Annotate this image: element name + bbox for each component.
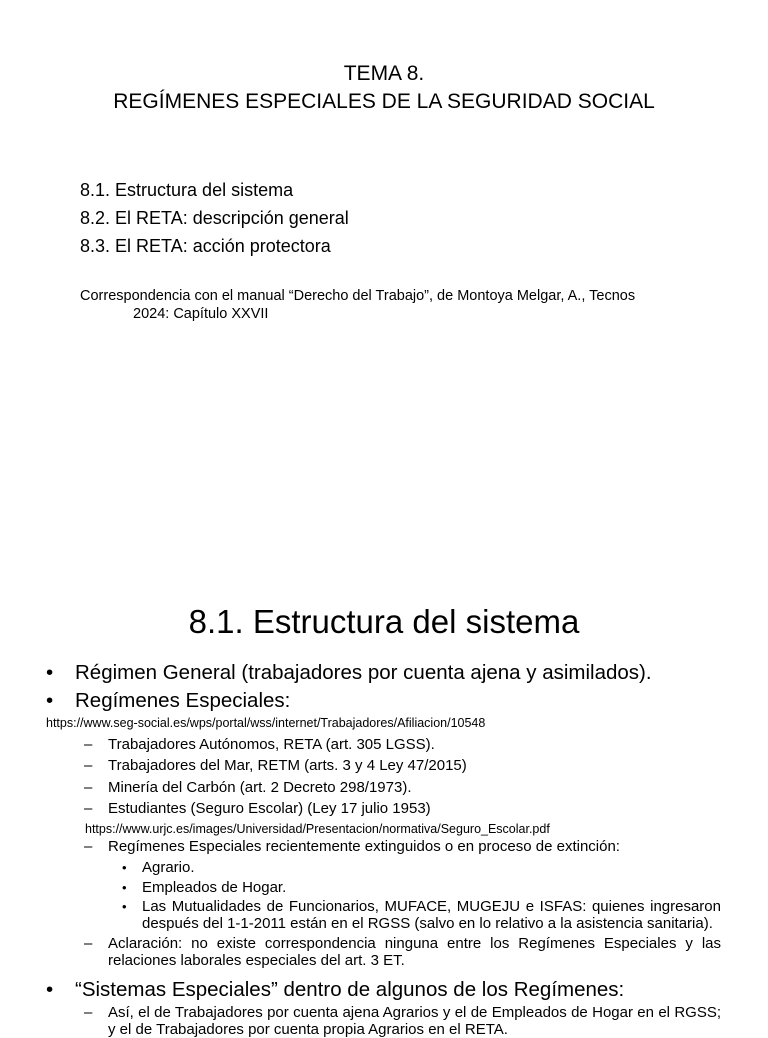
correspondence-line-2: 2024: Capítulo XXVII — [133, 306, 269, 322]
list-item-hogar: • Empleados de Hogar. — [122, 879, 287, 896]
list-item-mutualidades: • Las Mutualidades de Funcionarios, MUFACE, MUGEJU e ISFAS: quienes ingresaron después del 1-1-2011 están en el RGSS (salvo en lo relativo a la asistencia sanitaria). — [122, 898, 721, 932]
list-item-extinguidos: – Regímenes Especiales recientemente extinguidos o en proceso de extinción: — [84, 838, 620, 855]
list-item-autonomos: – Trabajadores Autónomos, RETA (art. 305 LGSS). — [84, 736, 435, 753]
list-item-asi: – Así, el de Trabajadores por cuenta ajena Agrarios y el de Empleados de Hogar en el RGSS; y el de Trabajadores por cuenta propia Agrarios en el RETA. — [84, 1004, 721, 1038]
slide-1-heading — [0, 60, 768, 116]
bullet-icon: • — [122, 899, 127, 914]
dash-icon: – — [84, 1004, 93, 1021]
heading-line-1: TEMA 8. — [343, 62, 425, 85]
dash-icon: – — [84, 757, 93, 774]
dash-icon: – — [84, 935, 93, 952]
list-item-carbon: – Minería del Carbón (art. 2 Decreto 298/1973). — [84, 779, 412, 796]
bullet-icon: • — [122, 880, 127, 895]
bullet-icon: • — [46, 661, 54, 684]
url-seg-social[interactable]: https://www.seg-social.es/wps/portal/wss/internet/Trabajadores/Afiliacion/10548 — [46, 716, 486, 730]
manual-correspondence — [80, 287, 680, 323]
dash-icon: – — [84, 838, 93, 855]
list-item-mar: – Trabajadores del Mar, RETM (arts. 3 y 4 Ley 47/2015) — [84, 757, 467, 774]
list-item-estudiantes: – Estudiantes (Seguro Escolar) (Ley 17 julio 1953) — [84, 800, 431, 817]
list-item-aclaracion: – Aclaración: no existe correspondencia ninguna entre los Regímenes Especiales y las relaciones laborales especiales del art. 3 ET. — [84, 935, 721, 969]
toc-item-8-2: 8.2. El RETA: descripción general — [80, 208, 349, 228]
toc-item-8-3: 8.3. El RETA: acción protectora — [80, 236, 331, 256]
dash-icon: – — [84, 779, 93, 796]
bullet-icon: • — [46, 689, 54, 712]
dash-icon: – — [84, 736, 93, 753]
dash-icon: – — [84, 800, 93, 817]
list-item-agrario: • Agrario. — [122, 859, 195, 876]
bullet-icon: • — [46, 978, 54, 1001]
slide-2: 8.1. Estructura del sistema • Régimen General (trabajadores por cuenta ajena y asimilados). • Regímenes Especiales: https://www.seg-social.es/wps/portal/wss/internet/Trabajadores/Afiliacion/10548 – Trabajadores Autónomos, RETA (art. 305 LGSS). – Trabajadores del Mar, RETM (arts. 3 y 4 Ley 47/2015) – Minería del Carbón (art. 2 Decreto 298/1973). – Estudiantes (Seguro Escolar) (Ley 17 julio 1953) https://www.urjc.es/images/Universidad/Presentacion/normativa/Seguro_Escolar.pdf – Regímenes Especiales recientemente extinguidos o en proceso de extinción: • Agrario. • Empleados de Hogar. • Las Mutualidades de Funcionarios, MUFACE, MUGEJU e ISFAS: quienes ingresaron después del 1-1-2011 están en el RGSS (salvo en lo relativo a la asistencia sanitaria). – Aclaración: no existe correspondencia ninguna entre los Regímenes Especiales y las relaciones laborales especiales del art. 3 ET. • “Sistemas Especiales” dentro de algunos de los Regímenes: – Así, el de Trabajadores por cuenta ajena Agrarios y el de Empleados de Hogar en el RGSS; y el de Trabajadores por cuenta propia Agrarios en el RETA. — [0, 560, 768, 1024]
correspondence-line-1: Correspondencia con el manual “Derecho del Trabajo”, de Montoya Melgar, A., Tecnos — [80, 288, 636, 304]
slide-2-title: 8.1. Estructura del sistema — [188, 603, 580, 640]
toc-item-8-1: 8.1. Estructura del sistema — [80, 180, 294, 200]
heading-line-2: REGÍMENES ESPECIALES DE LA SEGURIDAD SOCIAL — [113, 90, 655, 113]
url-urjc[interactable]: https://www.urjc.es/images/Universidad/Presentacion/normativa/Seguro_Escolar.pdf — [85, 822, 550, 836]
bullet-icon: • — [122, 860, 127, 875]
table-of-contents — [80, 176, 349, 260]
